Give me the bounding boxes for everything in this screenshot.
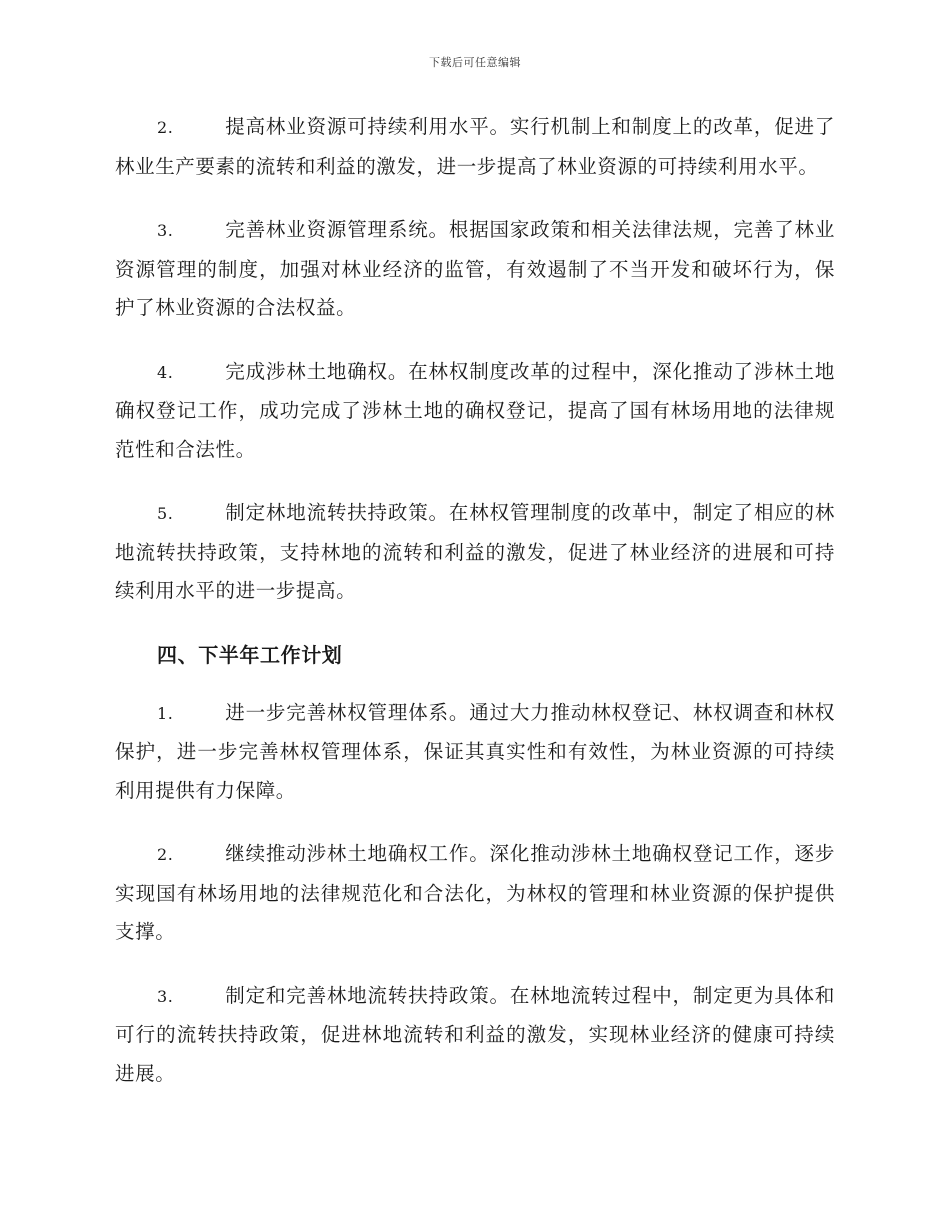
item-number: 4.	[157, 362, 174, 382]
item-number: 2.	[157, 845, 174, 864]
item-number: 5.	[157, 504, 174, 523]
section-heading: 四、下半年工作计划	[157, 642, 343, 667]
list-item	[115, 353, 835, 470]
item-number: 3.	[157, 221, 174, 240]
item-text: 继续推动涉林土地确权工作。深化推动涉林土地确权登记工作，逐步实现国有林场用地的法律规范化和合法化，为林权的管理和林业资源的保护提供支撑。	[115, 842, 835, 943]
item-text: 制定林地流转扶持政策。在林权管理制度的改革中，制定了相应的林地流转扶持政策，支持林地的流转和利益的激发，促进了林业经济的进展和可持续利用水平的进一步提高。	[115, 501, 835, 602]
item-text: 完成涉林土地确权。在林权制度改革的过程中，深化推动了涉林土地确权登记工作，成功完成了涉林土地的确权登记，提高了国有林场用地的法律规范性和合法性。	[115, 359, 835, 461]
item-number: 1.	[157, 703, 174, 723]
item-number: 3.	[157, 986, 174, 1006]
list-item	[115, 694, 835, 811]
item-number: 2.	[157, 118, 174, 137]
list-item	[115, 494, 835, 611]
list-item	[115, 977, 835, 1094]
item-text: 进一步完善林权管理体系。通过大力推动林权登记、林权调查和林权保护，进一步完善林权管理体系，保证其真实性和有效性，为林业资源的可持续利用提供有力保障。	[115, 700, 835, 802]
item-text: 完善林业资源管理系统。根据国家政策和相关法律法规，完善了林业资源管理的制度，加强对林业经济的监管，有效遏制了不当开发和破坏行为，保护了林业资源的合法权益。	[115, 218, 835, 319]
item-text: 制定和完善林地流转扶持政策。在林地流转过程中，制定更为具体和可行的流转扶持政策，促进林地流转和利益的激发，实现林业经济的健康可持续进展。	[115, 983, 835, 1085]
list-item	[115, 211, 835, 328]
page-header: 下载后可任意编辑	[429, 56, 521, 69]
list-item	[115, 835, 835, 952]
document-body	[115, 108, 835, 1118]
list-item	[115, 108, 835, 186]
item-text: 提高林业资源可持续利用水平。实行机制上和制度上的改革，促进了林业生产要素的流转和利益的激发，进一步提高了林业资源的可持续利用水平。	[115, 115, 835, 178]
